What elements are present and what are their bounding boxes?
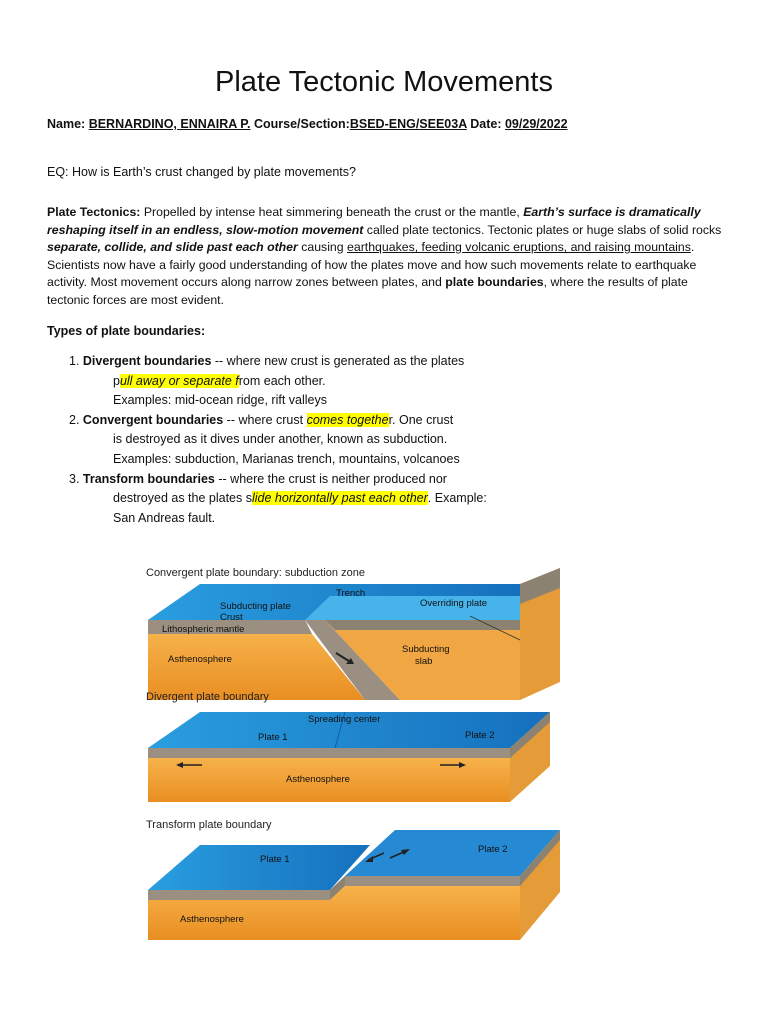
convergent-diagram	[146, 567, 560, 700]
paragraph-text-3: causing	[297, 240, 348, 255]
list-item	[69, 411, 487, 431]
student-info	[47, 117, 568, 131]
asthenosphere-label: Asthenosphere	[286, 774, 350, 785]
list-text: r. One crust	[388, 412, 454, 427]
types-heading: Types of plate boundaries:	[47, 324, 206, 338]
divergent-diagram	[146, 691, 550, 802]
plate-boundary-figures	[140, 560, 620, 980]
paragraph-emphasis-1: Earth’s surface is dramatically reshaping itself in an endless, slow-motion movement	[47, 205, 701, 237]
list-number: 1.	[69, 354, 83, 368]
divergent-title: Divergent plate boundary	[146, 691, 269, 703]
crust-label: Crust	[220, 612, 243, 623]
divergent-crust	[148, 748, 510, 758]
course-value: BSED-ENG/SEE03A	[349, 117, 467, 131]
subducting-slab-label-1: Subducting	[402, 644, 450, 655]
list-text: destroyed as the plates s	[113, 491, 252, 506]
paragraph-text-1: Propelled by intense heat simmering beneath the crust or the mantle,	[140, 205, 524, 219]
list-item	[69, 352, 487, 372]
list-line	[69, 489, 487, 509]
date-label: Date:	[466, 117, 505, 131]
boundary-list	[69, 352, 487, 528]
list-text: -- where crust	[223, 412, 307, 427]
subducting-plate-label: Subducting plate	[220, 601, 291, 612]
name-label: Name:	[47, 117, 89, 131]
list-line: San Andreas fault.	[113, 510, 216, 525]
plate-2-label: Plate 2	[478, 844, 508, 855]
plate-tectonics-paragraph	[47, 204, 723, 310]
plate-boundary-diagrams	[140, 560, 620, 980]
list-item	[69, 470, 487, 490]
paragraph-bold: plate boundaries	[445, 275, 544, 290]
asthenosphere-label: Asthenosphere	[168, 654, 232, 665]
list-line	[69, 372, 487, 392]
essential-question: EQ: How is Earth’s crust changed by plate movements?	[47, 165, 356, 179]
list-text: -- where new crust is generated as the plates	[211, 354, 465, 368]
list-number: 3.	[69, 471, 83, 486]
list-text: p	[113, 373, 120, 388]
course-label: Course/Section:	[250, 117, 350, 131]
name-value: BERNARDINO, ENNAIRA P.	[88, 117, 251, 131]
list-line: Examples: mid-ocean ridge, rift valleys	[113, 393, 327, 408]
page-title: Plate Tectonic Movements	[215, 66, 553, 98]
list-text: . Example:	[427, 491, 487, 506]
overriding-plate-label: Overriding plate	[420, 598, 488, 609]
highlighted-text: ull away or separate f	[119, 373, 239, 388]
list-term: Convergent boundaries	[82, 412, 224, 427]
paragraph-term: Plate Tectonics:	[47, 205, 141, 219]
transform-diagram	[146, 819, 560, 940]
paragraph-emphasis-2: separate, collide, and slide past each other	[47, 240, 298, 255]
convergent-title: Convergent plate boundary: subduction zone	[146, 567, 365, 579]
list-text: -- where the crust is neither produced nor	[214, 471, 447, 486]
list-line: is destroyed as it dives under another, known as subduction.	[113, 432, 448, 447]
lithospheric-mantle-label: Lithospheric mantle	[162, 624, 245, 635]
paragraph-text-5: , where the results of plate tectonic forces are most evident.	[47, 275, 688, 307]
transform-crust-left	[148, 890, 330, 900]
transform-plate-1-surface	[148, 845, 370, 890]
spreading-center-label: Spreading center	[308, 714, 381, 725]
subducting-slab-label-2: slab	[415, 656, 433, 667]
asthenosphere-label: Asthenosphere	[180, 914, 244, 925]
plate-1-label: Plate 1	[258, 732, 288, 743]
paragraph-underlined: earthquakes, feeding volcanic eruptions, and raising mountains	[347, 240, 691, 255]
list-text: rom each other.	[238, 373, 326, 388]
trench-label: Trench	[336, 588, 366, 599]
transform-title: Transform plate boundary	[146, 819, 272, 831]
date-value: 09/29/2022	[504, 117, 568, 131]
list-line: Examples: subduction, Marianas trench, mountains, volcanoes	[113, 451, 460, 466]
list-term: Divergent boundaries	[82, 354, 212, 368]
overriding-crust	[325, 620, 520, 630]
transform-crust-right	[345, 876, 520, 886]
overriding-plate-surface	[305, 596, 520, 620]
highlighted-text: comes togethe	[306, 412, 389, 427]
plate-2-label: Plate 2	[465, 730, 495, 741]
paragraph-text-2: called plate tectonics. Tectonic plates or huge slabs of solid rocks	[363, 222, 722, 237]
highlighted-text: lide horizontally past each other	[251, 491, 428, 506]
list-number: 2.	[69, 412, 83, 427]
plate-1-label: Plate 1	[260, 854, 290, 865]
list-term: Transform boundaries	[82, 471, 215, 486]
paragraph-text-4: . Scientists now have a fairly good understanding of how the plates move and how such movements relate to earthquake activity. Most movement occurs along narrow zones between plates, and	[47, 240, 697, 290]
